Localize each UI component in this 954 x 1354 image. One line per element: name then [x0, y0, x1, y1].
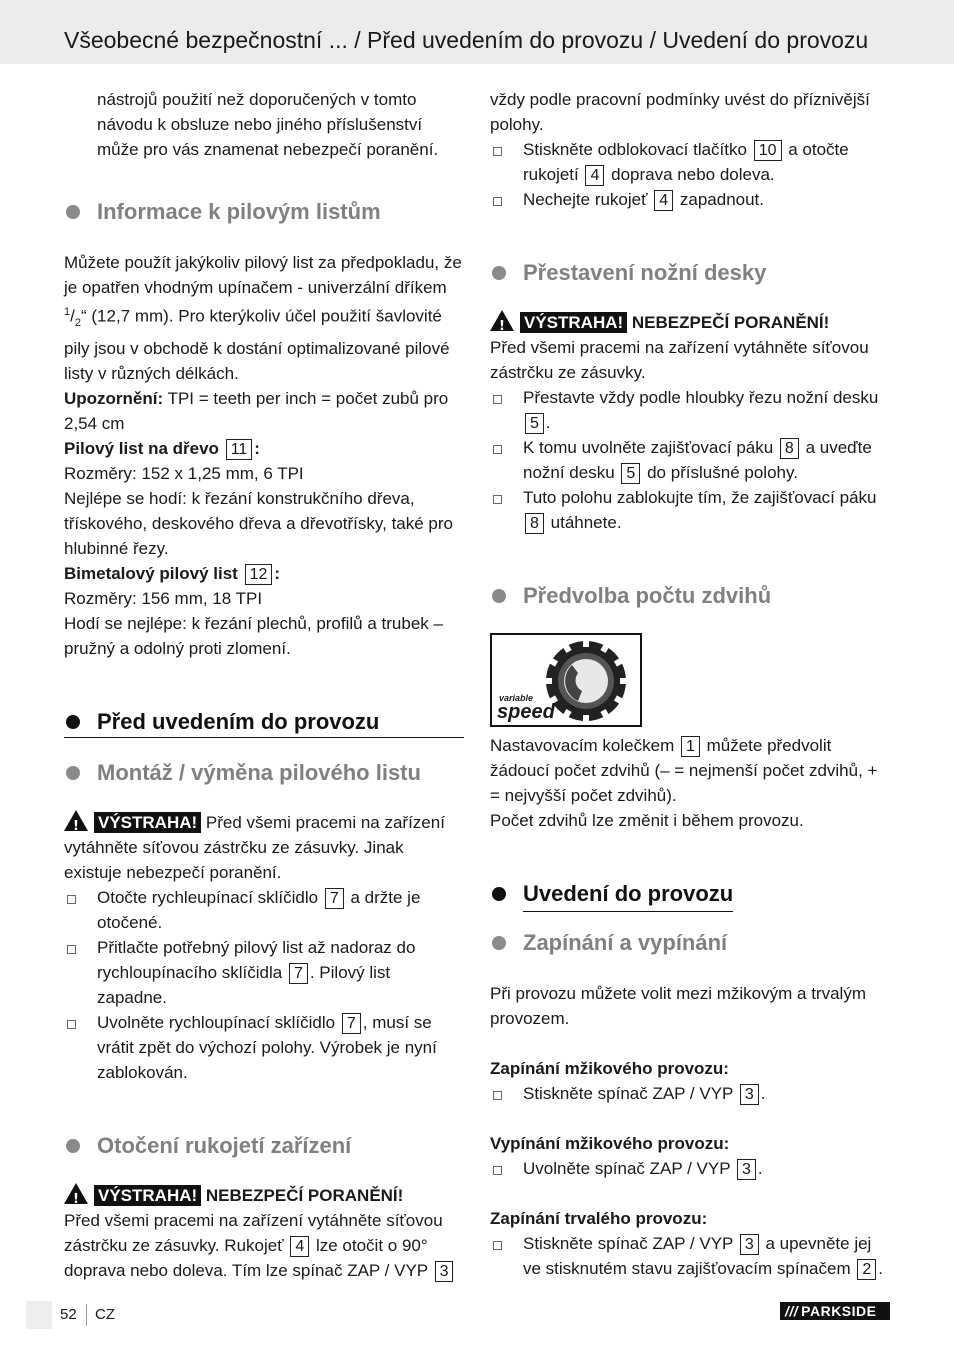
mount-warning-text: Před všemi pracemi na zařízení vytáhněte síťovou zástrčku ze zásuvky. Jinak existuje nebezpečí poranění. [64, 813, 445, 883]
wood-blade-label: Pilový list na dřevo [64, 439, 219, 459]
section-heading-switch: Zapínání a vypínání [490, 928, 890, 958]
section-heading-rotate: Otočení rukojetí zařízení [64, 1131, 464, 1161]
note-label: Upozornění: [64, 389, 164, 409]
ref-number-box: 3 [740, 1084, 759, 1105]
ref-number-box: 7 [325, 888, 344, 909]
danger-text: NEBEZPEČÍ PORANĚNÍ! [205, 1186, 404, 1206]
blades-paragraph: Můžete použít jakýkoliv pilový list za předpokladu, že je opatřen vhodným upínačem - univerzální dříkem $^1/_2“$ (12,7 mm). Pro kterýkoliv účel použití šavlovité pily jsou v obchodě k dostání optimalizované pilové listy v různých délkách. [64, 253, 462, 384]
list-item [490, 137, 890, 187]
danger-text: NEBEZPEČÍ PORANĚNÍ! [631, 313, 830, 332]
page-number: 52 [60, 1306, 77, 1323]
blades-text-b: “ (12,7 mm). Pro kterýkoliv účel použití šavlovité pily jsou v obchodě k dostání optimalizované pilové listy v různých délkách. [64, 306, 450, 384]
blades-text-a: Můžete použít jakýkoliv pilový list za předpokladu, že je opatřen vhodným upínačem - univerzální dříkem [64, 253, 462, 297]
list-item [490, 485, 890, 535]
stroke-paragraph [490, 733, 890, 808]
right-column [490, 87, 890, 1281]
speed-label-small: variable [499, 693, 534, 703]
list-item [490, 1156, 890, 1181]
continued-text: vždy podle pracovní podmínky uvést do příznivější polohy. [490, 90, 870, 134]
plate-paragraph: Před všemi pracemi na zařízení vytáhněte síťovou zástrčku ze zásuvky. [490, 338, 869, 382]
warning-triangle-icon: ! [64, 1183, 88, 1204]
list-item [490, 435, 890, 485]
warning-label: VÝSTRAHA! [520, 312, 627, 333]
subheading [490, 1056, 890, 1081]
fraction-numerator: 1 [64, 306, 71, 318]
list-item-text: Nechejte rukojeť [523, 190, 648, 209]
warning-triangle-icon: ! [490, 310, 514, 331]
bimetal-blade-use: Hodí se nejlépe: k řezání plechů, profilů a trubek – pružný a odolný proti zlomení. [64, 614, 443, 659]
stroke-text-b: můžete předvolit žádoucí počet zdvihů (– = nejmenší počet zdvihů, + = nejvyšší počet zdvihů). [490, 736, 878, 805]
list-item-text: . Pilový list zapadne. [97, 963, 391, 1008]
list-item-text: Přestavte vždy podle hloubky řezu nožní desku [523, 388, 879, 407]
mount-warning [64, 810, 464, 885]
colon: : [254, 439, 260, 459]
colon: : [274, 564, 281, 584]
ref-number-box: 11 [226, 439, 253, 460]
rotate-text-b: lze otočit o 90° doprava nebo doleva. Tím lze spínač ZAP / VYP [64, 1236, 428, 1281]
list-item-text: a upevněte jej ve stisknutém stavu zajišťovacím spínačem [523, 1234, 872, 1278]
subheading [490, 1206, 890, 1231]
stroke-text-a: Nastavovacím kolečkem [490, 736, 675, 755]
ref-number-box: 5 [525, 413, 544, 434]
ref-number-box: 4 [585, 165, 604, 186]
list-item-text: utáhnete. [550, 513, 622, 532]
switch-paragraph: Při provozu můžete volit mezi mžikovým a trvalým provozem. [490, 984, 866, 1028]
list-item-text: K tomu uvolněte zajišťovací páku [523, 438, 774, 457]
list-item-text: a držte je otočené. [97, 888, 421, 933]
ref-number-box: 8 [525, 513, 544, 534]
list-item [490, 385, 890, 435]
list-item-text: Přitlačte potřebný pilový list až nadoraz do rychloupínacího sklíčidla [97, 938, 416, 983]
list-item [64, 935, 464, 1010]
wood-blade-dims: Rozměry: 152 x 1,25 mm, 6 TPI [64, 464, 304, 484]
list-item-text: Tuto polohu zablokujte tím, že zajišťovací páku [523, 488, 877, 507]
list-item-text: . [760, 1084, 766, 1103]
ref-number-box: 3 [740, 1234, 759, 1255]
list-item-text: . [878, 1259, 883, 1278]
stroke-paragraph-2: Počet zdvihů lze změnit i během provozu. [490, 811, 804, 830]
logo-text: PARKSIDE [801, 1303, 877, 1319]
list-item [64, 1010, 464, 1085]
variable-speed-dial-image [490, 633, 642, 727]
chapter-heading-before [64, 707, 464, 737]
list-item [490, 1081, 890, 1106]
page-header [0, 0, 954, 64]
ref-number-box: 10 [754, 140, 782, 161]
list-item [490, 187, 890, 212]
list-item-text: Stiskněte spínač ZAP / VYP [523, 1084, 734, 1103]
list-item-text: a uveďte nožní desku [523, 438, 872, 482]
rotate-paragraph [64, 1208, 464, 1283]
ref-number-box: 8 [780, 438, 799, 459]
section-heading-mount: Montáž / výměna pilového listu [64, 758, 464, 788]
ref-number-box: 4 [290, 1236, 309, 1257]
list-item-text: Uvolněte rychloupínací sklíčidlo [97, 1013, 336, 1033]
rotate-warning [64, 1183, 464, 1208]
note-paragraph [64, 386, 464, 436]
list-item-text: Uvolněte spínač ZAP / VYP [523, 1159, 731, 1178]
wood-blade-label-line [64, 436, 464, 461]
rotate-text-a: Před všemi pracemi na zařízení vytáhněte síťovou zástrčku ze zásuvky. Rukojeť [64, 1211, 443, 1256]
list-item-text: doprava nebo doleva. [611, 165, 775, 184]
brand-logo [780, 1302, 890, 1320]
footer-marker [26, 1301, 52, 1329]
list-item-text: Stiskněte spínač ZAP / VYP [523, 1234, 734, 1253]
plate-warning [490, 310, 890, 335]
ref-number-box: 7 [289, 963, 308, 984]
ref-number-box: 3 [737, 1159, 756, 1180]
list-item-text: a otočte rukojetí [523, 140, 849, 184]
ref-number-box: 7 [342, 1013, 361, 1034]
section-heading-blades: Informace k pilovým listům [64, 197, 464, 227]
list-item-text: do příslušné polohy. [647, 463, 798, 482]
left-column [64, 87, 464, 1283]
list-item-text: . [545, 413, 551, 432]
chapter-heading-text: Uvedení do provozu [523, 879, 733, 912]
subheading-text: Zapínání mžikového provozu: [490, 1059, 729, 1078]
ref-number-box: 1 [681, 736, 700, 757]
language-code: CZ [95, 1306, 115, 1323]
ref-number-box: 3 [435, 1261, 454, 1282]
warning-label: VÝSTRAHA! [94, 812, 201, 833]
list-item-text: zapadnout. [679, 190, 765, 209]
ref-number-box: 12 [245, 564, 273, 585]
wood-blade-use: Nejlépe se hodí: k řezání konstrukčního dřeva, třískového, deskového dřeva a dřevotřísky, také pro hlubinné řezy. [64, 489, 453, 559]
footer-divider [86, 1304, 87, 1326]
note-text: TPI = teeth per inch = počet zubů pro 2,54 cm [64, 389, 449, 434]
bimetal-blade-dims: Rozměry: 156 mm, 18 TPI [64, 589, 263, 609]
ref-number-box: 5 [621, 463, 640, 484]
section-heading-stroke: Předvolba počtu zdvihů [490, 581, 890, 611]
list-item-text: . [757, 1159, 763, 1178]
ref-number-box: 2 [857, 1259, 876, 1280]
list-item-text: , musí se vrátit zpět do výchozí polohy. Výrobek je nyní zablokován. [97, 1013, 437, 1083]
bimetal-blade-label-line [64, 561, 464, 586]
section-heading-plate: Přestavení nožní desky [490, 258, 890, 288]
chapter-heading-text: Před uvedením do provozu [97, 709, 380, 735]
speed-label-big: speed [497, 701, 555, 723]
ref-number-box: 4 [654, 190, 673, 211]
list-item [490, 1231, 890, 1281]
subheading [490, 1131, 890, 1156]
fraction-denominator: 2 [74, 317, 81, 330]
warning-triangle-icon: ! [64, 810, 88, 831]
intro-text: nástrojů použití než doporučených v tomto návodu k obsluze nebo jiného příslušenství může pro vás znamenat nebezpečí poranění. [97, 90, 439, 159]
list-item [64, 885, 464, 935]
subheading-text: Zapínání trvalého provozu: [490, 1209, 708, 1228]
logo-slashes-icon: /// [785, 1303, 799, 1319]
chapter-heading-operation [490, 879, 890, 912]
bimetal-blade-label: Bimetalový pilový list [64, 564, 238, 584]
warning-label: VÝSTRAHA! [94, 1185, 201, 1206]
list-item-text: Stiskněte odblokovací tlačítko [523, 140, 747, 159]
list-item-text: Otočte rychleupínací sklíčidlo [97, 888, 319, 908]
page-title: Všeobecné bezpečnostní ... / Před uvedením do provozu / Uvedení do provozu [64, 27, 869, 53]
subheading-text: Vypínání mžikového provozu: [490, 1134, 730, 1153]
